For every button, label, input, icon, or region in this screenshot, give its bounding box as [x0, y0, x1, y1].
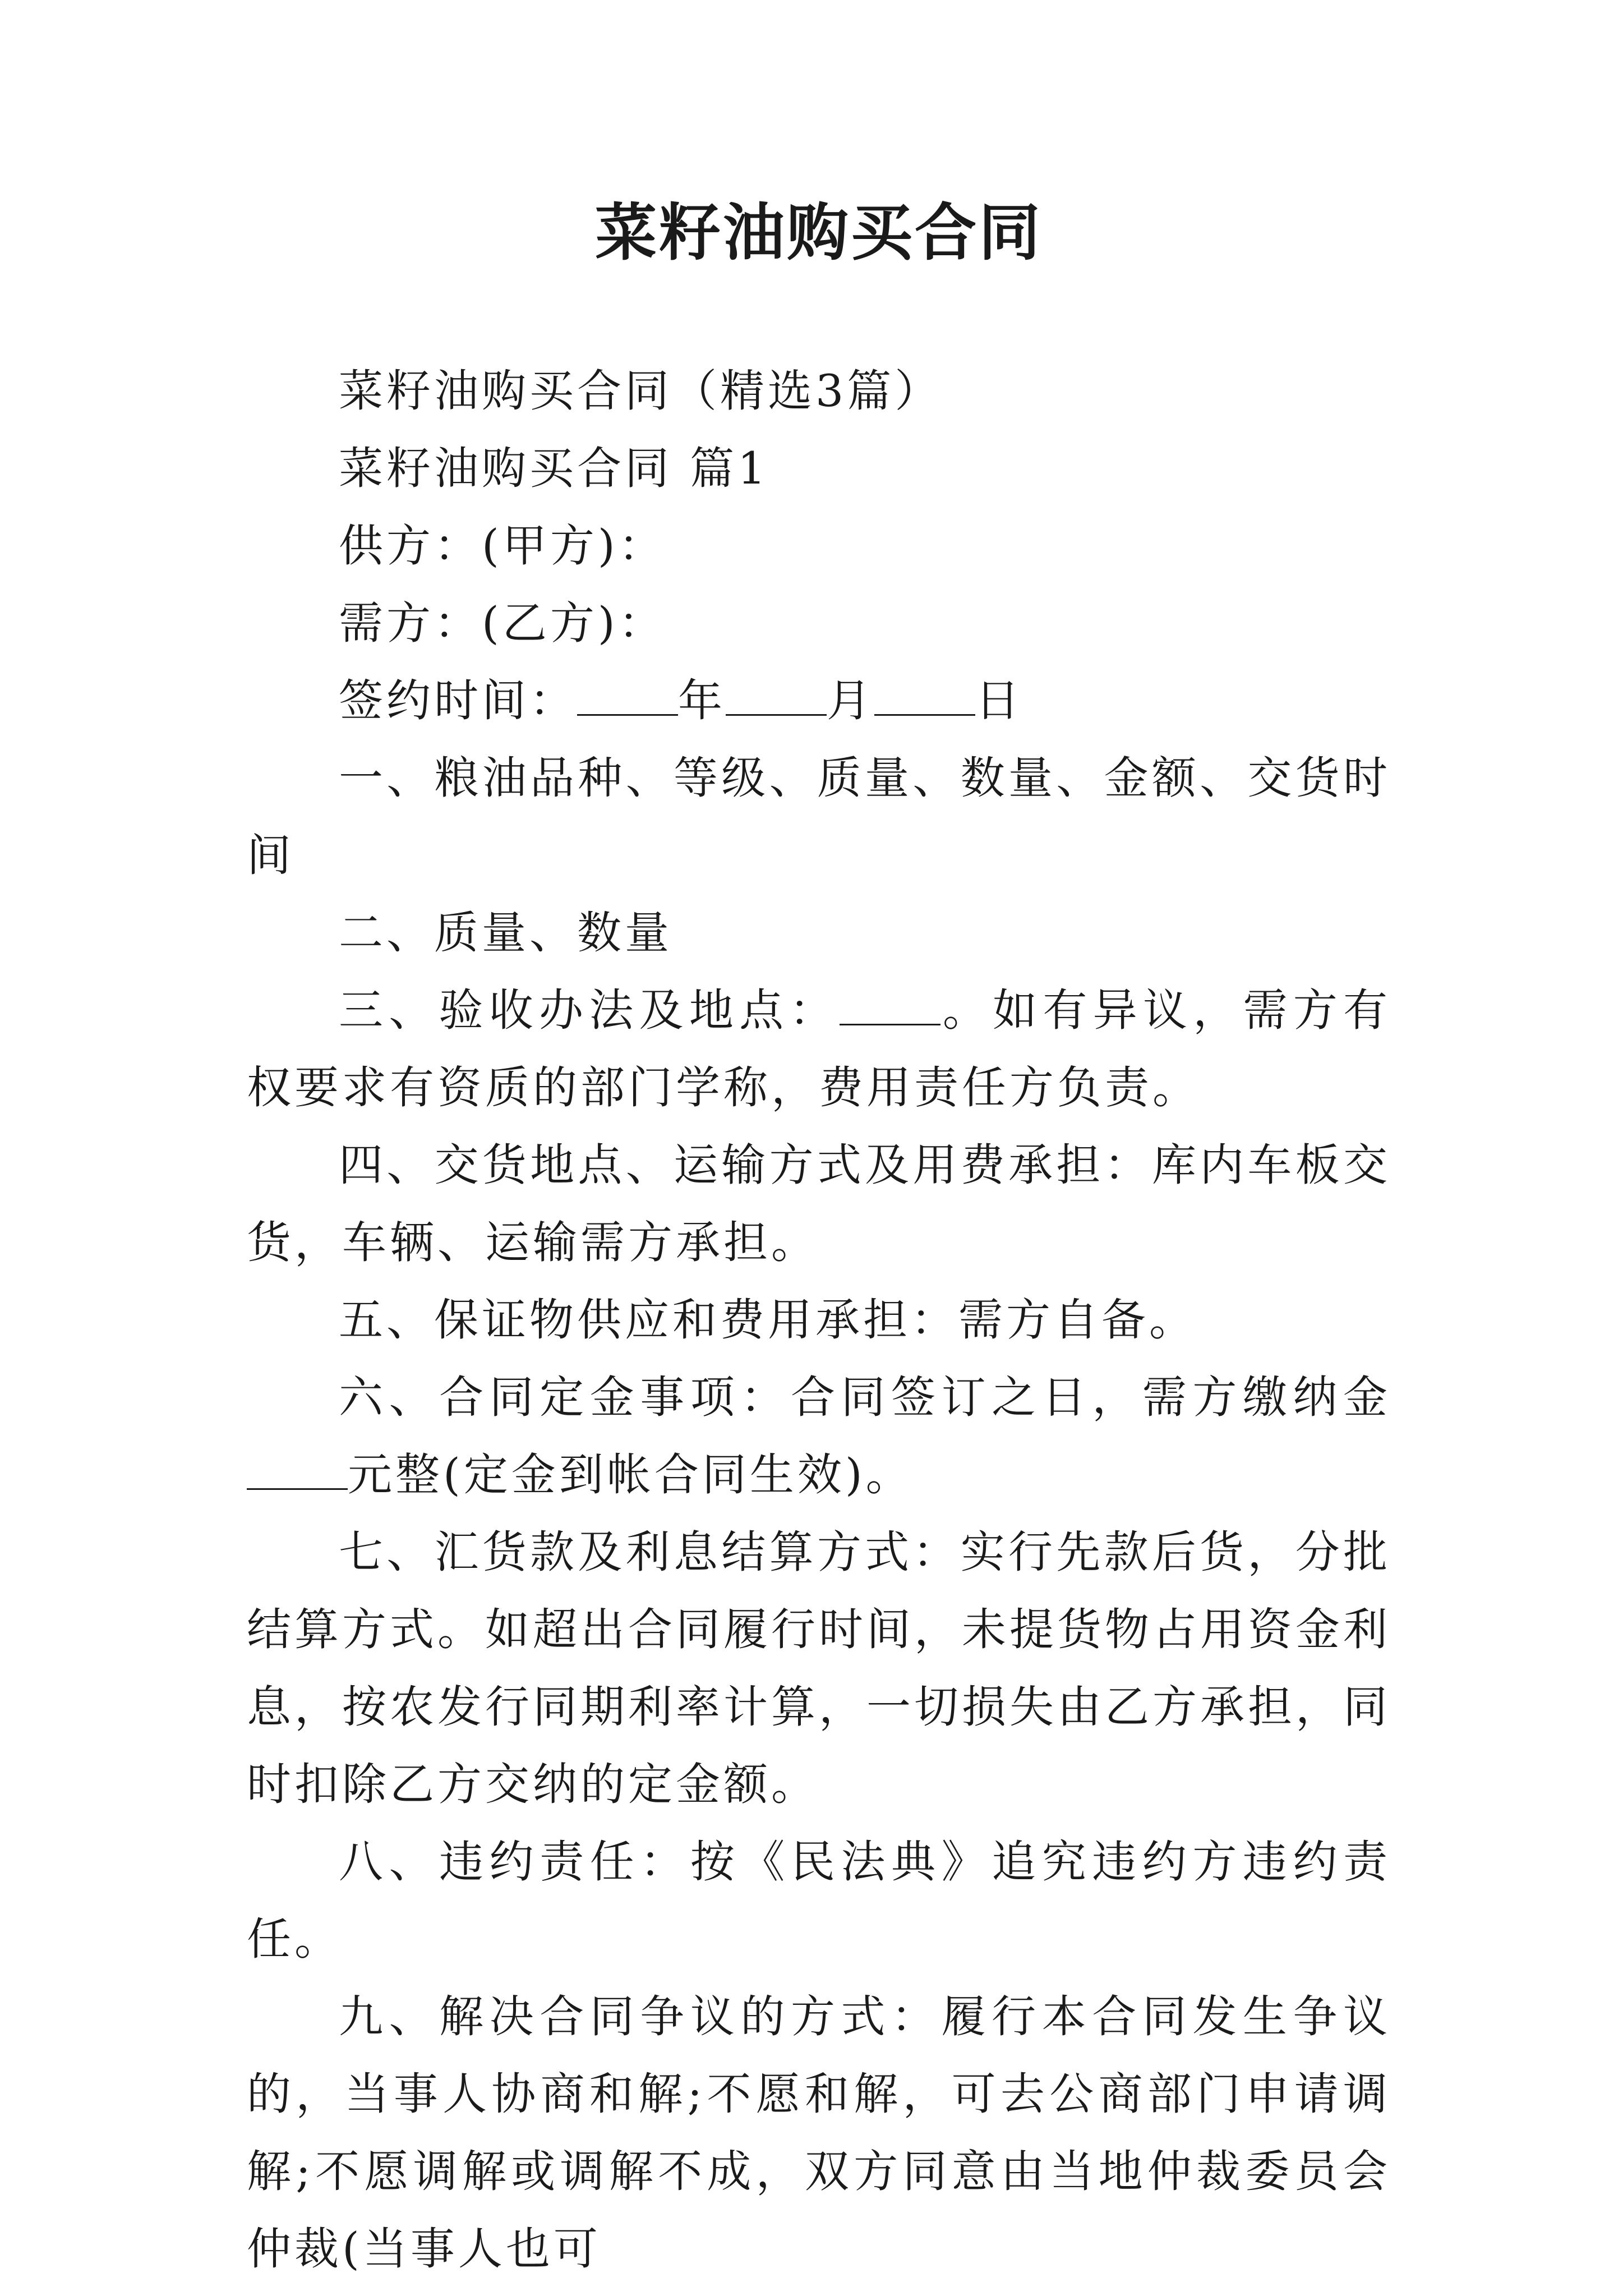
blank-line: [577, 680, 678, 716]
paragraph-clause-7: 七、汇货款及利息结算方式：实行先款后货，分批结算方式。如超出合同履行时间，未提货物占用资金利息，按农发行同期利率计算，一切损失由乙方承担，同时扣除乙方交纳的定金额。: [247, 1526, 1391, 1810]
signing-date-label: 签约时间：: [339, 675, 577, 726]
paragraph-clause-5: 五、保证物供应和费用承担：需方自备。: [339, 1294, 1197, 1346]
paragraph-clause-9: 九、解决合同争议的方式：履行本合同发生争议的，当事人协商和解;不愿和解，可去公商部门申请调解;不愿调解或调解不成，双方同意由当地仲裁委员会仲裁(当事人也可: [247, 1991, 1391, 2275]
document-title: 菜籽油购买合同: [595, 196, 1043, 269]
blank-line: [726, 680, 827, 716]
day-label: 日: [975, 675, 1023, 726]
paragraph-clause-8: 八、违约责任：按《民法典》追究违约方违约责任。: [247, 1836, 1391, 1965]
paragraph-subtitle: 菜籽油购买合同（精选3篇）: [339, 365, 943, 417]
clause-3-text-b: 。如有异议，需方有权要求有资质的部门学称，费用责任方负责。: [247, 984, 1391, 1114]
month-label: 月: [827, 675, 874, 726]
paragraph-clause-3: [247, 972, 1391, 1126]
blank-line: [874, 680, 975, 716]
paragraph-clause-1: 一、粮油品种、等级、质量、数量、金额、交货时间: [247, 752, 1391, 881]
paragraph-signing-date: [247, 662, 1391, 739]
paragraph-clause-6: [247, 1359, 1391, 1513]
paragraph-buyer: 需方：(乙方)：: [339, 597, 666, 649]
clause-6-text-b: 元整(定金到帐合同生效)。: [348, 1449, 914, 1501]
document-body: [247, 352, 1391, 2288]
clause-3-text-a: 三、验收办法及地点：: [339, 984, 840, 1036]
blank-line: [840, 990, 940, 1025]
blank-line: [247, 1455, 348, 1490]
year-label: 年: [678, 675, 726, 726]
paragraph-clause-4: 四、交货地点、运输方式及用费承担：库内车板交货，车辆、运输需方承担。: [247, 1139, 1391, 1268]
paragraph-supplier: 供方：(甲方)：: [339, 520, 666, 572]
paragraph-section-heading: 菜籽油购买合同 篇1: [339, 443, 769, 494]
clause-6-text-a: 六、合同定金事项：合同签订之日，需方缴纳金: [339, 1372, 1391, 1423]
paragraph-clause-2: 二、质量、数量: [339, 907, 672, 959]
